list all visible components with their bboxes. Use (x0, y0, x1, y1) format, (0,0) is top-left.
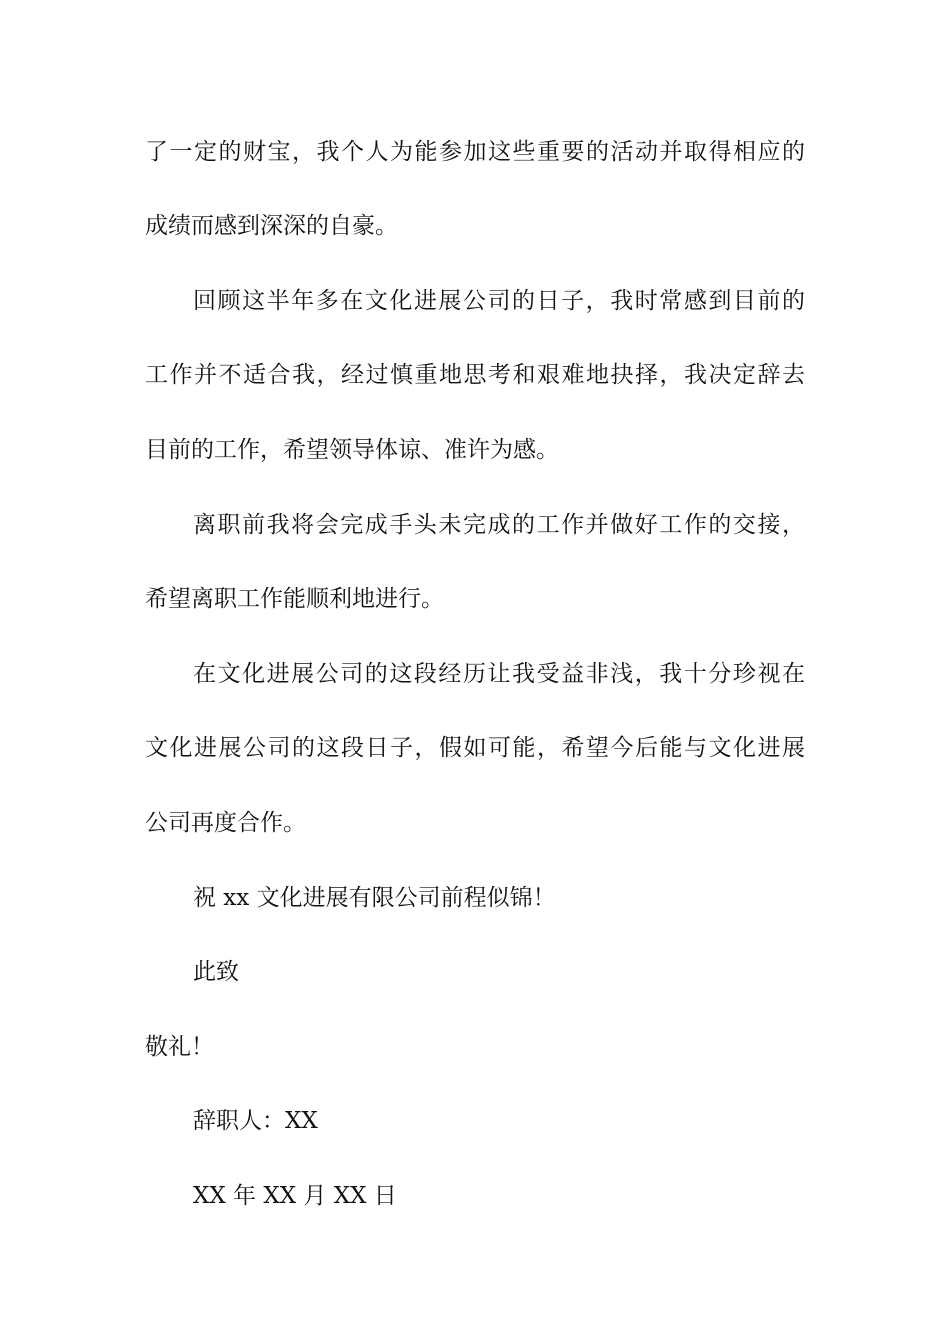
text-line-6: 离职前我将会完成手头未完成的工作并做好工作的交接， (193, 512, 805, 538)
salutation-jingli: 敬礼！ (145, 1034, 214, 1060)
salutation-cizhi: 此致 (193, 959, 239, 985)
signature-name: 辞职人：XX (193, 1108, 318, 1134)
text-line-1: 了一定的财宝，我个人为能参加这些重要的活动并取得相应的 (145, 139, 805, 165)
text-line-10: 公司再度合作。 (145, 810, 306, 836)
text-line-8: 在文化进展公司的这段经历让我受益非浅，我十分珍视在 (193, 661, 805, 687)
text-line-7: 希望离职工作能顺利地进行。 (145, 586, 444, 612)
text-line-4: 工作并不适合我，经过慎重地思考和艰难地抉择，我决定辞去 (145, 362, 805, 388)
closing-wish: 祝 xx 文化进展有限公司前程似锦！ (193, 885, 556, 911)
text-line-9: 文化进展公司的这段日子，假如可能，希望今后能与文化进展 (145, 735, 805, 761)
text-line-5: 目前的工作，希望领导体谅、准许为感。 (145, 437, 559, 463)
signature-date: XX 年 XX 月 XX 日 (193, 1183, 397, 1209)
text-line-3: 回顾这半年多在文化进展公司的日子，我时常感到目前的 (193, 288, 805, 314)
text-line-2: 成绩而感到深深的自豪。 (145, 213, 398, 239)
